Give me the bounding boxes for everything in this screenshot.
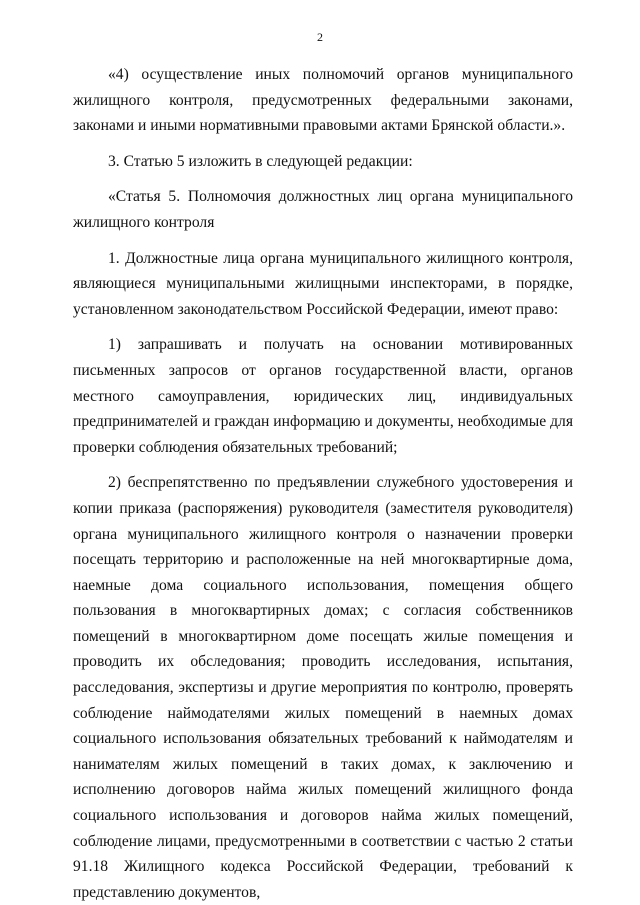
document-body xyxy=(73,62,573,905)
paragraph-officials-rights: 1. Должностные лица органа муниципального жилищного контроля, являющиеся муниципальными жилищными инспекторами, в порядке, установленном законодательством Российской Федерации, имеют право: xyxy=(73,249,573,318)
paragraph-right-2-inspections: 2) беспрепятственно по предъявлении служебного удостоверения и копии приказа (распоряжения) руководителя (заместителя руководителя) органа муниципального жилищного контроля о назначении проверки посещать территорию и расположенные на ней многоквартирные дома, наемные дома социального использования, помещения общего пользования в многоквартирных домах; с согласия собственников помещений в многоквартирном доме посещать жилые помещения и проводить их обследования; проводить исследования, испытания, расследования, экспертизы и другие мероприятия по контролю, проверять соблюдение наймодателями жилых помещений в наемных домах социального использования обязательных требований к наймодателям и нанимателям жилых помещений в таких домах, к заключению и исполнению договоров найма жилых помещений жилищного фонда социального использования и договоров найма жилых помещений, соблюдение лицами, предусмотренными в соответствии с частью 2 статьи 91.18 Жилищного кодекса Российской Федерации, требований к представлению документов, xyxy=(73,474,573,901)
paragraph-right-1-request-info: 1) запрашивать и получать на основании мотивированных письменных запросов от органов государственной власти, органов местного самоуправления, юридических лиц, индивидуальных предпринимателей и граждан информацию и документы, необходимые для проверки соблюдения обязательных требований; xyxy=(73,336,573,456)
paragraph-item-4-authority: «4) осуществление иных полномочий органов муниципального жилищного контроля, предусмотренных федеральными законами, законами и иными нормативными правовыми актами Брянской области.». xyxy=(73,66,573,135)
paragraph-amendment-article-5: 3. Статью 5 изложить в следующей редакции: xyxy=(108,152,413,170)
page-number: 2 xyxy=(317,30,323,44)
paragraph-article-5-heading: «Статья 5. Полномочия должностных лиц органа муниципального жилищного контроля xyxy=(73,188,573,231)
